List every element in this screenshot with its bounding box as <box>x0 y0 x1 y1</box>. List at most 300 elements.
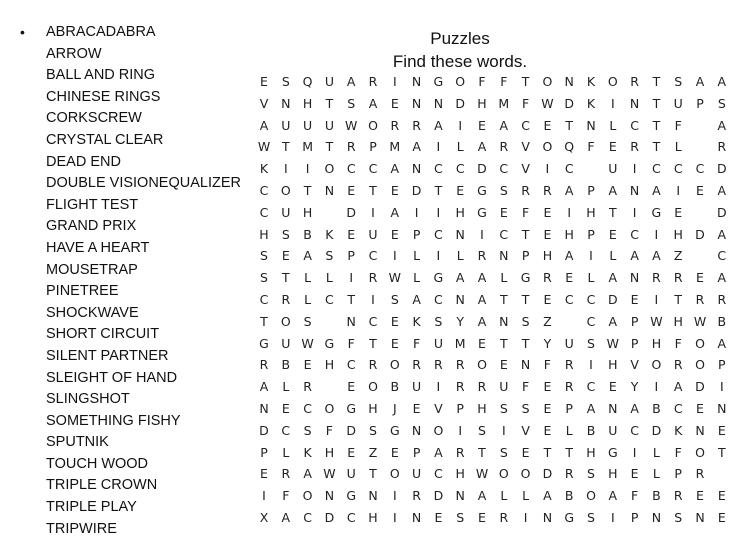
grid-letter: D <box>433 488 444 504</box>
grid-letter: W <box>650 313 663 329</box>
grid-letter: O <box>324 401 335 416</box>
grid-letter: T <box>281 270 290 286</box>
grid-letter: N <box>324 183 335 198</box>
grid-letter: S <box>521 313 530 329</box>
grid-letter: P <box>369 139 377 155</box>
grid-letter: I <box>436 379 441 395</box>
grid-letter: I <box>283 161 288 177</box>
grid-letter: H <box>368 401 378 416</box>
grid-letter: E <box>696 488 704 504</box>
grid-letter: V <box>259 95 269 111</box>
grid-letter: T <box>369 183 377 198</box>
grid-letter: H <box>368 510 378 525</box>
grid-letter: I <box>371 292 375 307</box>
grid-letter: E <box>390 335 399 351</box>
grid-letter: S <box>369 422 377 438</box>
grid-letter: C <box>586 379 596 395</box>
word-list-item: SOMETHING FISHY <box>46 412 181 429</box>
grid-letter: F <box>500 74 508 89</box>
grid-letter: E <box>717 488 726 504</box>
word-list-item: BALL AND RING <box>46 67 156 84</box>
grid-letter: E <box>499 357 508 373</box>
grid-letter: I <box>305 161 310 177</box>
grid-letter: V <box>521 139 530 155</box>
grid-letter: V <box>630 357 639 373</box>
grid-letter: O <box>324 161 335 177</box>
grid-letter: C <box>673 161 683 177</box>
grid-letter: B <box>652 488 661 504</box>
grid-letter: R <box>477 379 487 395</box>
grid-letter: H <box>302 95 313 111</box>
grid-letter: H <box>608 466 618 482</box>
grid-letter: U <box>281 117 291 133</box>
grid-letter: O <box>389 466 400 482</box>
grid-letter: N <box>324 488 335 504</box>
grid-letter: L <box>609 248 617 264</box>
grid-letter: E <box>608 379 617 395</box>
grid-letter: R <box>543 183 552 198</box>
grid-letter: T <box>608 204 617 220</box>
grid-letter: S <box>674 510 683 525</box>
grid-letter: U <box>499 379 509 395</box>
grid-letter: C <box>652 161 661 177</box>
grid-letter: R <box>543 270 552 286</box>
grid-letter: G <box>433 270 444 286</box>
word-list-item: GRAND PRIX <box>46 218 137 235</box>
grid-letter: A <box>543 488 552 504</box>
grid-letter: V <box>521 161 530 177</box>
word-list-item: DEAD END <box>46 153 121 170</box>
grid-letter: U <box>412 379 422 395</box>
grid-letter: O <box>651 357 662 373</box>
grid-letter: T <box>521 292 530 307</box>
grid-letter: T <box>325 95 334 111</box>
grid-letter: R <box>303 379 312 395</box>
grid-letter: I <box>610 95 615 111</box>
grid-letter: C <box>586 313 596 329</box>
grid-letter: S <box>260 248 268 264</box>
grid-letter: B <box>303 226 312 242</box>
grid-letter: A <box>412 292 421 307</box>
grid-letter: R <box>368 270 378 286</box>
grid-letter: S <box>499 401 508 416</box>
grid-letter: D <box>455 95 465 111</box>
grid-letter: I <box>654 226 659 242</box>
grid-letter: E <box>717 422 726 438</box>
grid-letter: T <box>521 335 530 351</box>
grid-letter: O <box>389 357 400 373</box>
grid-letter: N <box>717 401 727 416</box>
grid-letter: O <box>280 313 291 329</box>
grid-letter: K <box>259 161 269 177</box>
grid-letter: T <box>652 95 661 111</box>
grid-letter: R <box>673 270 683 286</box>
grid-letter: C <box>259 292 269 307</box>
grid-letter: E <box>478 510 486 525</box>
grid-letter: H <box>542 248 553 264</box>
grid-letter: P <box>260 444 268 460</box>
grid-letter: O <box>368 117 378 133</box>
grid-letter: C <box>281 422 291 438</box>
grid-letter: I <box>719 379 724 395</box>
grid-letter: A <box>717 270 727 286</box>
grid-letter: I <box>589 248 593 264</box>
grid-letter: E <box>390 313 399 329</box>
grid-letter: W <box>541 95 554 111</box>
grid-letter: D <box>716 204 727 220</box>
grid-letter: E <box>608 226 617 242</box>
grid-letter: L <box>282 444 290 460</box>
grid-letter: A <box>608 313 618 329</box>
grid-letter: F <box>521 379 530 395</box>
grid-letter: R <box>455 444 465 460</box>
grid-letter: E <box>543 422 552 438</box>
grid-letter: I <box>262 488 266 504</box>
grid-letter: T <box>303 183 312 198</box>
grid-letter: R <box>564 466 574 482</box>
grid-letter: P <box>521 248 530 264</box>
grid-letter: E <box>630 466 639 482</box>
grid-letter: U <box>324 74 334 89</box>
grid-letter: R <box>455 379 465 395</box>
grid-letter: D <box>695 379 705 395</box>
grid-letter: L <box>652 444 660 460</box>
grid-letter: T <box>521 74 530 89</box>
grid-letter: G <box>607 444 618 460</box>
grid-letter: A <box>717 226 727 242</box>
grid-letter: T <box>499 292 508 307</box>
grid-letter: C <box>521 117 530 133</box>
grid-letter: O <box>433 422 444 438</box>
grid-letter: A <box>717 74 727 89</box>
grid-letter: J <box>392 401 397 416</box>
grid-letter: F <box>282 488 290 504</box>
grid-letter: U <box>673 95 683 111</box>
puzzle-instructions: Find these words. <box>392 52 528 71</box>
grid-letter: N <box>586 117 596 133</box>
grid-letter: M <box>498 95 510 111</box>
grid-letter: E <box>347 444 356 460</box>
word-list-item: SPUTNIK <box>46 434 109 451</box>
grid-letter: S <box>390 292 399 307</box>
grid-letter: N <box>651 510 662 525</box>
grid-letter: O <box>542 74 553 89</box>
grid-letter: P <box>456 401 464 416</box>
grid-letter: S <box>499 444 508 460</box>
grid-letter: L <box>587 270 595 286</box>
grid-letter: E <box>565 270 574 286</box>
grid-letter: N <box>499 248 509 264</box>
grid-letter: S <box>347 95 356 111</box>
grid-letter: P <box>674 466 682 482</box>
grid-letter: S <box>674 74 683 89</box>
grid-letter: H <box>324 357 335 373</box>
grid-letter: Z <box>368 444 378 460</box>
grid-letter: E <box>434 510 443 525</box>
grid-letter: L <box>413 248 421 264</box>
grid-letter: O <box>280 183 291 198</box>
grid-letter: A <box>259 117 269 133</box>
grid-letter: N <box>411 95 422 111</box>
grid-letter: D <box>651 422 662 438</box>
grid-letter: U <box>564 335 574 351</box>
grid-letter: C <box>586 292 596 307</box>
grid-letter: A <box>434 444 443 460</box>
grid-letter: O <box>542 139 553 155</box>
grid-letter: I <box>589 357 593 373</box>
grid-letter: N <box>455 488 465 504</box>
grid-letter: L <box>674 139 682 155</box>
grid-letter: E <box>456 183 465 198</box>
grid-letter: G <box>389 422 400 438</box>
grid-letter: N <box>411 161 422 177</box>
grid-letter: R <box>455 357 465 373</box>
grid-letter: R <box>281 292 291 307</box>
grid-letter: M <box>302 139 313 155</box>
word-list-item: SHOCKWAVE <box>46 304 139 321</box>
grid-letter: F <box>412 335 421 351</box>
grid-letter: R <box>673 488 683 504</box>
puzzle-title: Puzzles <box>430 29 490 48</box>
grid-letter: F <box>630 488 639 504</box>
grid-letter: G <box>324 335 335 351</box>
grid-letter: N <box>695 510 705 525</box>
grid-letter: E <box>478 117 486 133</box>
grid-letter: S <box>587 335 595 351</box>
grid-letter: A <box>717 183 727 198</box>
grid-letter: H <box>608 357 618 373</box>
grid-letter: C <box>673 401 683 416</box>
grid-letter: E <box>347 183 356 198</box>
grid-letter: A <box>303 466 312 482</box>
grid-letter: S <box>303 422 312 438</box>
grid-letter: E <box>696 401 704 416</box>
word-list <box>46 22 241 540</box>
word-list-item: SLEIGHT OF HAND <box>46 369 178 386</box>
grid-letter: R <box>695 292 705 307</box>
grid-letter: D <box>259 422 269 438</box>
grid-letter: O <box>498 466 509 482</box>
word-list-item: CRYSTAL CLEAR <box>46 131 164 148</box>
grid-letter: S <box>303 313 312 329</box>
grid-letter: F <box>521 95 530 111</box>
grid-letter: O <box>455 74 466 89</box>
grid-letter: S <box>499 183 508 198</box>
grid-letter: A <box>390 161 400 177</box>
grid-letter: U <box>281 335 291 351</box>
grid-letter: L <box>652 466 660 482</box>
grid-letter: A <box>259 379 269 395</box>
grid-letter: G <box>651 204 662 220</box>
grid-letter: B <box>281 357 291 373</box>
grid-letter: T <box>565 117 573 133</box>
grid-letter: R <box>412 488 421 504</box>
grid-letter: O <box>368 379 378 395</box>
grid-letter: U <box>324 117 334 133</box>
grid-letter: E <box>390 226 399 242</box>
grid-letter: S <box>281 74 290 89</box>
grid-letter: O <box>586 488 596 504</box>
grid-letter: F <box>587 139 595 155</box>
grid-letter: W <box>388 270 401 286</box>
grid-letter: C <box>346 161 356 177</box>
grid-letter: Q <box>302 74 313 89</box>
grid-letter: F <box>521 204 530 220</box>
grid-letter: D <box>716 161 727 177</box>
grid-letter: R <box>412 117 421 133</box>
grid-letter: C <box>303 510 312 525</box>
grid-letter: T <box>434 183 443 198</box>
grid-letter: R <box>368 74 378 89</box>
grid-letter: I <box>349 270 354 286</box>
grid-letter: L <box>500 270 508 286</box>
word-list-item: TOUCH WOOD <box>46 455 149 472</box>
grid-letter: S <box>717 95 726 111</box>
grid-letter: N <box>608 401 618 416</box>
grid-letter: H <box>586 204 596 220</box>
grid-letter: P <box>412 226 421 242</box>
grid-letter: R <box>412 357 421 373</box>
word-list-item: FLIGHT TEST <box>46 196 139 213</box>
grid-letter: N <box>520 357 531 373</box>
grid-letter: O <box>695 444 705 460</box>
grid-letter: C <box>346 357 356 373</box>
grid-letter: O <box>695 335 705 351</box>
grid-letter: S <box>521 401 530 416</box>
grid-letter: X <box>259 510 269 525</box>
grid-letter: E <box>717 510 726 525</box>
grid-letter: O <box>607 74 618 89</box>
grid-letter: C <box>434 226 443 242</box>
word-list-item: DOUBLE VISIONEQUALIZER <box>46 175 241 192</box>
grid-letter: G <box>477 183 487 198</box>
grid-letter: K <box>325 226 334 242</box>
grid-letter: H <box>586 444 596 460</box>
grid-letter: S <box>587 510 595 525</box>
grid-letter: H <box>651 335 662 351</box>
word-list-item: ABRACADABRA <box>46 24 156 40</box>
grid-letter: E <box>674 204 683 220</box>
grid-letter: K <box>586 74 596 89</box>
grid-letter: I <box>632 444 637 460</box>
grid-letter: H <box>324 444 335 460</box>
grid-letter: R <box>499 510 509 525</box>
grid-letter: A <box>281 510 291 525</box>
grid-letter: E <box>390 444 399 460</box>
grid-letter: A <box>477 270 487 286</box>
grid-letter: I <box>392 74 397 89</box>
grid-letter: R <box>695 466 705 482</box>
grid-letter: C <box>434 161 443 177</box>
word-list-item: PINETREE <box>46 283 119 300</box>
grid-letter: F <box>674 444 682 460</box>
word-list-item: TRIPLE PLAY <box>46 499 137 516</box>
grid-letter: A <box>564 248 574 264</box>
grid-letter: V <box>521 422 530 438</box>
grid-letter: F <box>674 117 682 133</box>
grid-letter: I <box>654 379 659 395</box>
grid-letter: L <box>565 422 573 438</box>
grid-letter: R <box>434 357 443 373</box>
grid-letter: T <box>543 444 552 460</box>
grid-letter: A <box>412 139 421 155</box>
grid-letter: I <box>436 139 441 155</box>
grid-letter: A <box>652 248 661 264</box>
grid-letter: R <box>717 292 727 307</box>
grid-letter: A <box>564 183 574 198</box>
grid-letter: I <box>414 204 419 220</box>
grid-letter: N <box>433 95 444 111</box>
grid-letter: P <box>565 401 573 416</box>
grid-letter: F <box>325 422 333 438</box>
grid-letter: W <box>301 335 314 351</box>
grid-letter: I <box>436 248 441 264</box>
grid-letter: P <box>630 313 639 329</box>
grid-letter: W <box>606 335 619 351</box>
grid-letter: L <box>456 139 464 155</box>
grid-letter: L <box>413 270 421 286</box>
grid-letter: H <box>259 226 269 242</box>
grid-letter: E <box>281 248 290 264</box>
grid-letter: G <box>477 204 487 220</box>
grid-letter: H <box>673 226 683 242</box>
grid-letter: E <box>543 401 552 416</box>
grid-letter: A <box>717 117 727 133</box>
grid-letter: T <box>565 444 573 460</box>
grid-letter: E <box>543 292 552 307</box>
word-list-item: TRIPWIRE <box>46 520 117 537</box>
grid-letter: H <box>455 466 465 482</box>
grid-letter: R <box>477 248 487 264</box>
grid-letter: S <box>587 466 595 482</box>
grid-letter: E <box>630 292 639 307</box>
grid-letter: R <box>630 139 639 155</box>
grid-letter: C <box>259 204 269 220</box>
grid-letter: L <box>522 488 530 504</box>
grid-letter: I <box>501 422 506 438</box>
grid-letter: S <box>281 226 290 242</box>
grid-letter: G <box>346 488 357 504</box>
grid-letter: I <box>371 204 375 220</box>
grid-letter: R <box>673 357 683 373</box>
grid-letter: I <box>458 422 463 438</box>
grid-letter: O <box>477 357 487 373</box>
grid-letter: N <box>281 95 291 111</box>
grid-letter: F <box>478 74 486 89</box>
grid-letter: E <box>696 270 704 286</box>
grid-letter: H <box>477 401 487 416</box>
grid-letter: P <box>587 183 595 198</box>
grid-letter: F <box>347 335 355 351</box>
grid-letter: G <box>259 335 269 351</box>
grid-letter: Y <box>543 335 552 351</box>
grid-letter: S <box>478 422 486 438</box>
grid-letter: A <box>608 183 618 198</box>
word-list-item: CORKSCREW <box>46 110 142 127</box>
grid-letter: C <box>368 161 378 177</box>
grid-letter: A <box>455 270 465 286</box>
grid-letter: R <box>259 357 269 373</box>
grid-letter: L <box>325 270 333 286</box>
grid-letter: O <box>520 466 531 482</box>
grid-letter: L <box>456 248 464 264</box>
grid-letter: G <box>564 510 575 525</box>
grid-letter: U <box>346 466 356 482</box>
grid-letter: A <box>630 248 639 264</box>
grid-letter: F <box>543 357 551 373</box>
grid-letter: I <box>654 292 659 307</box>
word-list-item: SHORT CIRCUIT <box>46 326 160 343</box>
